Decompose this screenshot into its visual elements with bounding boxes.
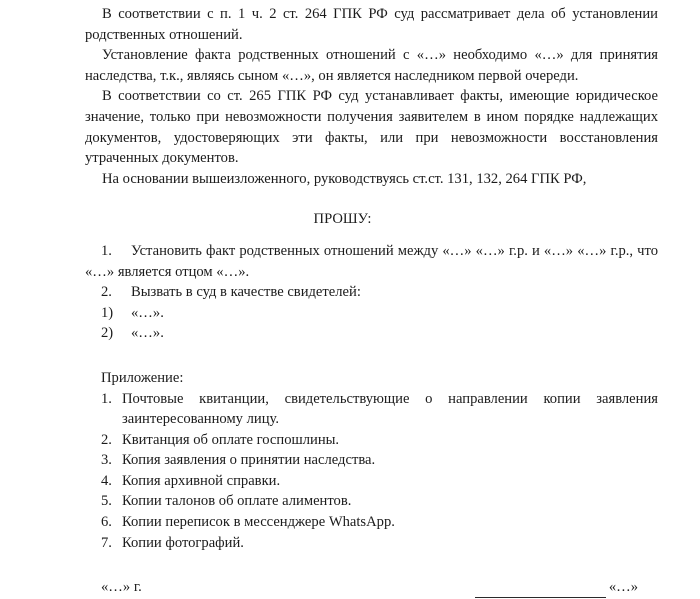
request-list <box>85 241 658 303</box>
witness-item-marker: 2) <box>101 325 114 342</box>
attachment-item-marker: 4. <box>101 472 112 489</box>
attachment-item-marker: 2. <box>101 431 112 448</box>
attachment-item <box>85 471 658 492</box>
attachment-item-marker: 5. <box>101 493 112 510</box>
attachment-item <box>85 491 658 512</box>
signature-date: «…» г. <box>101 579 142 596</box>
attachment-item-text: Копия архивной справки. <box>122 472 281 489</box>
signature-line <box>475 584 606 598</box>
request-item-marker: 2. <box>101 284 112 301</box>
request-heading: ПРОШУ: <box>313 211 372 228</box>
request-item-marker: 1. <box>101 242 112 259</box>
spacer-before-request-heading <box>85 189 658 209</box>
attachment-item-text: Копии фотографий. <box>122 534 244 551</box>
signature-row <box>85 577 658 598</box>
attachment-item-marker: 7. <box>101 534 112 551</box>
attachment-item-marker: 3. <box>101 452 112 469</box>
attachment-item <box>85 389 658 430</box>
witness-list <box>85 303 658 344</box>
attachment-item-marker: 1. <box>101 390 112 407</box>
request-item-text: Установить факт родственных отношений между «…» «…» г.р. и «…» «…» г.р., что «…» является отцом «…». <box>85 242 658 280</box>
witness-item-text: «…». <box>131 325 164 342</box>
attachment-item-text: Копии переписок в мессенджере WhatsApp. <box>122 514 395 531</box>
attachments-title: Приложение: <box>101 369 184 386</box>
spacer-after-request-heading <box>85 230 658 241</box>
witness-item-marker: 1) <box>101 304 114 321</box>
witness-item <box>85 303 658 324</box>
attachment-item <box>85 512 658 533</box>
signature-name: «…» <box>608 579 638 596</box>
attachments-list <box>85 389 658 554</box>
witness-item <box>85 323 658 344</box>
attachment-item-text: Копия заявления о принятии наследства. <box>122 452 376 469</box>
attachment-item-text: Копии талонов об оплате алиментов. <box>122 493 352 510</box>
body-paragraph-3: В соответствии со ст. 265 ГПК РФ суд устанавливает факты, имеющие юридическое значение, только при невозможности получения заявителем в ином порядке надлежащих документов, удостоверяющих эти факты, или при невозможности восстановления утраченных документов. <box>85 88 658 167</box>
witness-item-text: «…». <box>131 304 164 321</box>
attachment-item <box>85 533 658 554</box>
attachment-item-marker: 6. <box>101 514 112 531</box>
request-item <box>85 282 658 303</box>
spacer-before-signature <box>85 553 658 577</box>
attachment-item-text: Почтовые квитанции, свидетельствующие о направлении копии заявления заинтересованному лицу. <box>122 390 658 428</box>
request-item-text: Вызвать в суд в качестве свидетелей: <box>131 284 361 301</box>
signature-block <box>475 577 658 598</box>
body-paragraph-2: Установление факта родственных отношений с «…» необходимо «…» для принятия наследства, т.к., являясь сыном «…», он является наследником первой очереди. <box>85 47 658 84</box>
body-paragraph-1: В соответствии с п. 1 ч. 2 ст. 264 ГПК РФ суд рассматривает дела об установлении родственных отношений. <box>85 6 658 43</box>
attachment-item-text: Квитанция об оплате госпошлины. <box>122 431 340 448</box>
request-item <box>85 241 658 282</box>
attachment-item <box>85 450 658 471</box>
spacer-before-attachments <box>85 344 658 368</box>
attachment-item <box>85 430 658 451</box>
body-paragraph-4: На основании вышеизложенного, руководствуясь ст.ст. 131, 132, 264 ГПК РФ, <box>102 170 587 187</box>
